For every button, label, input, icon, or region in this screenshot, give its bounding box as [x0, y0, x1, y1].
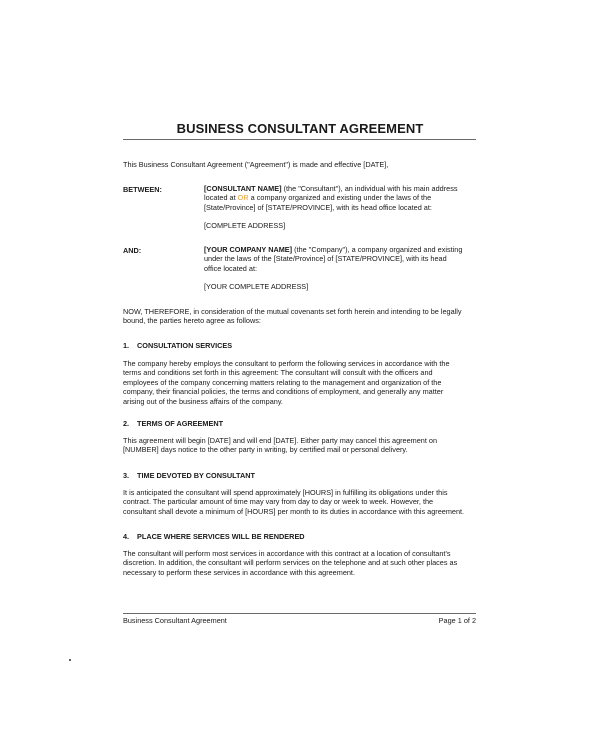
and-line-1 [204, 245, 484, 254]
section-2-title: TERMS OF AGREEMENT [137, 419, 224, 428]
or-highlight: OR [237, 193, 249, 203]
section-2-heading [123, 419, 223, 428]
section-1-body [123, 359, 479, 406]
title-divider [123, 139, 476, 140]
consultant-address-field: [COMPLETE ADDRESS] [204, 221, 286, 231]
section-1-line: company, their financial policies, the terms and conditions of employment, and generally any matter [123, 387, 444, 397]
section-3-line: contract. The particular amount of time may vary from day to day or week to week. However, the [123, 497, 434, 507]
section-2-line: This agreement will begin [DATE] and will end [DATE]. Either party may cancel this agreement on [123, 436, 438, 445]
between-label: BETWEEN: [123, 185, 162, 194]
section-4-line: The consultant will perform most services in accordance with this contract at a location of consultant’s [123, 549, 451, 558]
stray-dot-mark [69, 659, 71, 661]
section-4-number: 4. [123, 532, 130, 541]
document-title: BUSINESS CONSULTANT AGREEMENT [176, 121, 424, 136]
and-line-3: office located at: [204, 263, 258, 273]
consultant-name-field: [CONSULTANT NAME] [204, 184, 282, 193]
between-line-1-text: (the "Consultant"), an individual with his main address [281, 184, 458, 193]
therefore-line-1: NOW, THEREFORE, in consideration of the mutual covenants set forth herein and intending to be legally [123, 307, 462, 316]
intro-paragraph: This Business Consultant Agreement ("Agreement") is made and effective [DATE], [123, 160, 389, 169]
section-1-line: terms and conditions set forth in this agreement: The consultant will consult with the officers and [123, 368, 433, 378]
section-3-title: TIME DEVOTED BY CONSULTANT [137, 471, 255, 480]
section-1-line: The company hereby employs the consultant to perform the following services in accordance with the [123, 359, 450, 368]
company-address-field: [YOUR COMPLETE ADDRESS] [204, 282, 309, 292]
section-2-number: 2. [123, 419, 130, 428]
footer-divider [123, 613, 476, 614]
section-4-heading [123, 532, 305, 541]
footer-document-name: Business Consultant Agreement [123, 616, 227, 625]
and-label: AND: [123, 246, 142, 255]
section-3-line: consultant shall devote a minimum of [HOURS] per month to its duties in accordance with this agreement. [123, 506, 465, 516]
section-3-heading [123, 471, 255, 480]
section-3-number: 3. [123, 471, 130, 480]
section-1-line: employees of the company concerning matters relating to the management and organization of the [123, 377, 442, 387]
section-1-line: arising out of the business affairs of the company. [123, 396, 283, 406]
between-line-3: [State/Province] of [STATE/PROVINCE], with its head office located at: [204, 202, 432, 212]
section-1-number: 1. [123, 341, 130, 350]
and-line-1-text: (the "Company"), a company organized and existing [292, 245, 463, 254]
and-line-2: under the laws of the [State/Province] of [STATE/PROVINCE], with its head [204, 254, 447, 264]
section-3-body [123, 488, 479, 516]
section-1-title: CONSULTATION SERVICES [137, 341, 233, 350]
section-4-title: PLACE WHERE SERVICES WILL BE RENDERED [137, 532, 305, 541]
section-4-line: necessary to perform these services in accordance with this agreement. [123, 567, 355, 577]
company-name-field: [YOUR COMPANY NAME] [204, 245, 293, 254]
therefore-line-2: bound, the parties hereto agree as follows: [123, 316, 261, 326]
between-line-2-pre: located at [204, 193, 238, 203]
section-2-line: [NUMBER] days notice to the other party in writing, by certified mail or personal delivery. [123, 445, 408, 455]
between-line-2-post: a company organized and existing under the laws of the [248, 193, 432, 203]
section-3-line: It is anticipated the consultant will spend approximately [HOURS] in fulfilling its obligations under this [123, 488, 448, 497]
section-4-line: discretion. In addition, the consultant will perform services on the telephone and at such other places as [123, 558, 458, 568]
therefore-paragraph [123, 307, 479, 326]
spacer [204, 212, 484, 221]
and-party-block [204, 245, 484, 292]
spacer [204, 273, 484, 282]
between-party-block [204, 184, 484, 231]
footer-page-number: Page 1 of 2 [438, 616, 476, 625]
between-line-1 [204, 184, 484, 193]
section-1-heading [123, 341, 232, 350]
between-line-2 [204, 193, 484, 202]
section-4-body [123, 549, 479, 577]
section-2-body [123, 436, 479, 455]
